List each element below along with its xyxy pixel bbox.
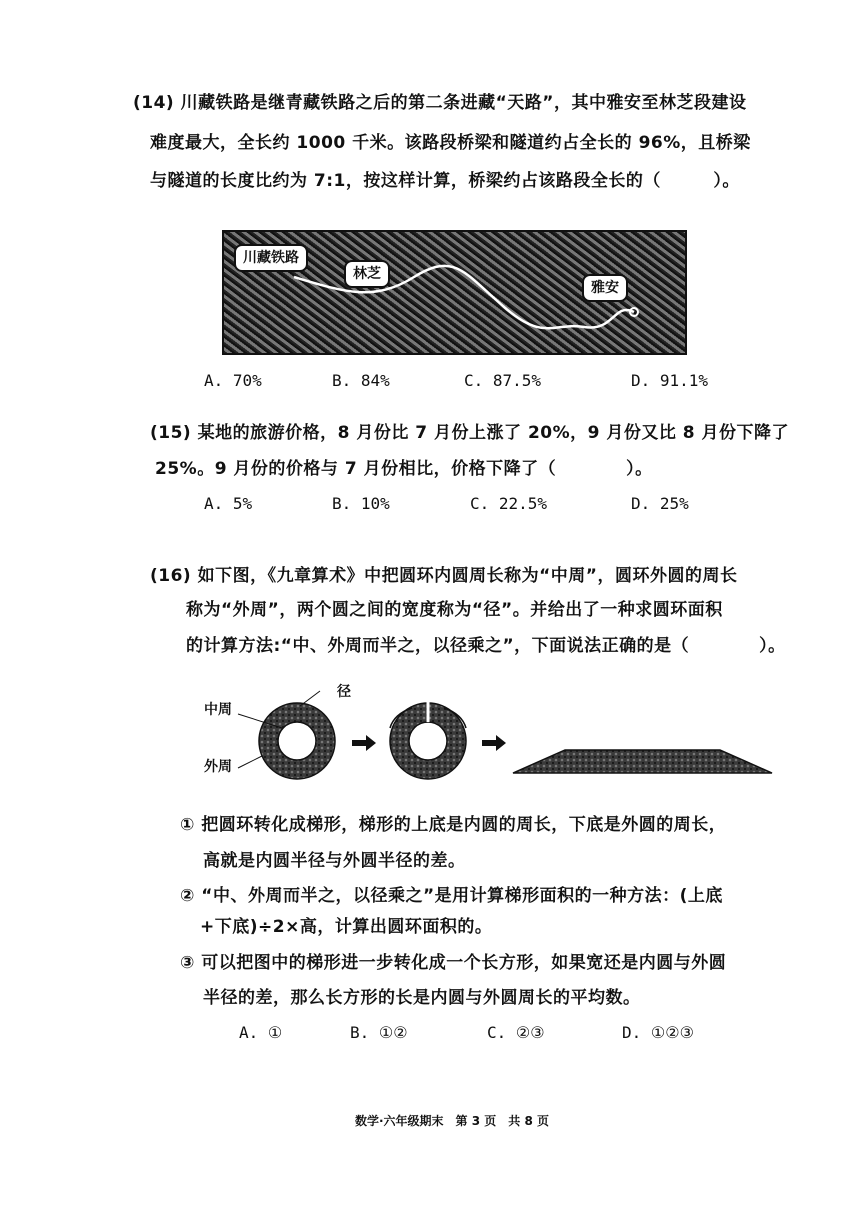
q14-option-b[interactable]: B. 84%: [332, 371, 390, 390]
q16-line-3: 的计算方法:“中、外周而半之，以径乘之”，下面说法正确的是（ ）。: [186, 636, 786, 656]
q14-option-a[interactable]: A. 70%: [204, 371, 262, 390]
q14-option-c[interactable]: C. 87.5%: [464, 371, 542, 390]
map-label-railway: 川藏铁路: [234, 244, 308, 272]
q15-option-d[interactable]: D. 25%: [631, 494, 689, 513]
q15-option-a[interactable]: A. 5%: [204, 494, 253, 513]
q16-option-d[interactable]: D. ①②③: [622, 1023, 694, 1042]
q15-option-c[interactable]: C. 22.5%: [470, 494, 548, 513]
q15-line-2: 25%。9 月份的价格与 7 月份相比，价格下降了（ ）。: [155, 459, 653, 479]
q16-option-a[interactable]: A. ①: [239, 1023, 283, 1042]
q15-option-b[interactable]: B. 10%: [332, 494, 390, 513]
page-footer: 数学·六年级期末 第 3 页 共 8 页: [355, 1114, 549, 1128]
statement-2-line-1: ② “中、外周而半之，以径乘之”是用计算梯形面积的一种方法：(上底: [180, 886, 723, 906]
statement-3-line-2: 半径的差，那么长方形的长是内圆与外圆周长的平均数。: [203, 988, 641, 1008]
q16-line-2: 称为“外周”，两个圆之间的宽度称为“径”。并给出了一种求圆环面积: [186, 600, 723, 620]
map-label-yaan: 雅安: [582, 274, 628, 302]
label-outer-circumference: 外周: [204, 759, 232, 775]
railway-map: [222, 230, 687, 355]
statement-3-line-1: ③ 可以把图中的梯形进一步转化成一个长方形，如果宽还是内圆与外圆: [180, 953, 727, 973]
q16-option-b[interactable]: B. ①②: [350, 1023, 408, 1042]
label-inner-circumference: 中周: [204, 702, 232, 718]
map-label-linzhi: 林芝: [344, 260, 390, 288]
q14-option-d[interactable]: D. 91.1%: [631, 371, 709, 390]
q16-line-1: (16) 如下图，《九章算术》中把圆环内圆周长称为“中周”，圆环外圆的周长: [150, 566, 738, 586]
q15-line-1: (15) 某地的旅游价格，8 月份比 7 月份上涨了 20%，9 月份又比 8 月份下降了: [150, 423, 790, 443]
q16-option-c[interactable]: C. ②③: [487, 1023, 545, 1042]
label-width: 径: [337, 684, 351, 700]
q14-line-3: 与隧道的长度比约为 7:1，按这样计算，桥梁约占该路段全长的（ ）。: [150, 171, 740, 191]
ring-to-trapezoid-figure: [200, 680, 790, 790]
statement-1-line-1: ① 把圆环转化成梯形，梯形的上底是内圆的周长，下底是外圆的周长，: [180, 815, 727, 835]
statement-2-line-2: +下底)÷2×高，计算出圆环面积的。: [200, 917, 493, 937]
statement-1-line-2: 高就是内圆半径与外圆半径的差。: [203, 851, 466, 871]
q14-line-2: 难度最大，全长约 1000 千米。该路段桥梁和隧道约占全长的 96%，且桥梁: [150, 133, 751, 153]
q14-line-1: (14) 川藏铁路是继青藏铁路之后的第二条进藏“天路”，其中雅安至林芝段建设: [133, 93, 747, 113]
